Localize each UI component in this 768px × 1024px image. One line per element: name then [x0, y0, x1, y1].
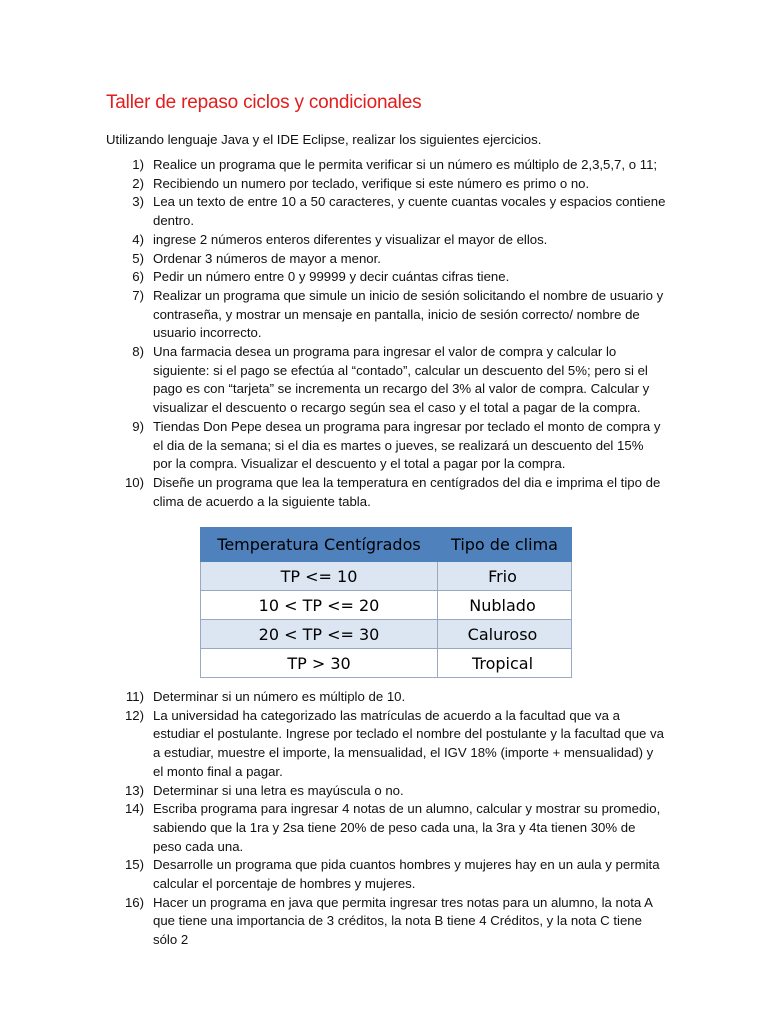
exercise-text: Realizar un programa que simule un inicio de sesión solicitando el nombre de usuario y contraseña, y mostrar un mensaje en pantalla, inicio de sesión correcto/ nombre de usuario incorrecto. — [153, 287, 664, 341]
exercise-number: 4) — [132, 231, 144, 247]
table-cell: 20 < TP <= 30 — [201, 620, 438, 649]
exercise-text: Diseñe un programa que lea la temperatura en centígrados del dia e imprima el tipo de clima de acuerdo a la siguiente tabla. — [153, 474, 661, 509]
exercise-item — [106, 268, 666, 287]
table-header-cell: Tipo de clima — [438, 528, 572, 562]
exercise-number: 1) — [132, 157, 144, 172]
exercise-number: 13) — [124, 782, 144, 798]
exercise-item — [106, 343, 666, 418]
exercise-item — [106, 782, 666, 801]
exercise-item — [106, 175, 666, 194]
table-cell: 10 < TP <= 20 — [201, 591, 438, 620]
exercise-item — [106, 894, 666, 950]
exercise-number: 11) — [125, 689, 144, 704]
exercise-item — [106, 856, 666, 893]
table-cell: TP <= 10 — [201, 562, 438, 591]
exercise-item — [106, 474, 666, 511]
exercise-item — [106, 193, 666, 230]
exercise-text: Lea un texto de entre 10 a 50 caracteres, y cuente cuantas vocales y espacios contiene dentro. — [153, 194, 666, 229]
exercise-text: Tiendas Don Pepe desea un programa para ingresar por teclado el monto de compra y el dia de la semana; si el dia es martes o jueves, se realizará un descuento del 15% por la compra. Visualizar el descuento y el total a pagar por la compra. — [153, 418, 661, 472]
table-row — [201, 620, 572, 649]
exercise-item — [106, 800, 666, 856]
exercise-text: Determinar si una letra es mayúscula o no. — [153, 782, 404, 798]
exercise-number: 15) — [124, 857, 144, 873]
exercise-number: 3) — [132, 194, 144, 210]
exercise-item — [106, 688, 666, 707]
exercise-number: 16) — [124, 894, 144, 910]
table-row — [201, 562, 572, 591]
exercise-number: 8) — [132, 344, 144, 360]
exercise-text: Ordenar 3 números de mayor a menor. — [153, 250, 381, 266]
exercise-text: Recibiendo un numero por teclado, verifique si este número es primo o no. — [153, 175, 590, 191]
exercise-number: 9) — [132, 418, 144, 434]
table-cell: Caluroso — [438, 620, 572, 649]
exercise-item — [106, 156, 666, 175]
exercise-number: 7) — [132, 287, 144, 303]
exercise-text: La universidad ha categorizado las matrículas de acuerdo a la facultad que va a estudiar el postulante. Ingrese por teclado el nombre del postulante y la facultad que va a estudiar, muestre el importe, la mensualidad, el IGV 18% (importe + mensualidad) y el monto final a pagar. — [153, 707, 664, 779]
exercise-text: Realice un programa que le permita verificar si un número es múltiplo de 2,3,5,7, o 11; — [153, 157, 658, 172]
table-cell: Tropical — [438, 649, 572, 678]
exercise-number: 12) — [124, 707, 144, 723]
exercise-item — [106, 418, 666, 474]
exercise-number: 5) — [132, 250, 144, 266]
climate-table — [200, 527, 572, 678]
exercise-number: 6) — [132, 269, 144, 285]
exercise-list-part2 — [106, 688, 666, 950]
exercise-number: 14) — [124, 801, 144, 817]
table-row — [201, 649, 572, 678]
table-header-row — [201, 528, 572, 562]
exercise-item — [106, 231, 666, 250]
exercise-text: Determinar si un número es múltiplo de 10. — [153, 689, 406, 704]
exercise-text: Desarrolle un programa que pida cuantos hombres y mujeres hay en un aula y permita calcular el porcentaje de hombres y mujeres. — [153, 857, 660, 892]
exercise-item — [106, 287, 666, 343]
exercise-text: Escriba programa para ingresar 4 notas de un alumno, calcular y mostrar su promedio, sabiendo que la 1ra y 2sa tiene 20% de peso cada una, la 3ra y 4ta tienen 30% de peso cada una. — [153, 801, 661, 854]
intro-text: Utilizando lenguaje Java y el IDE Eclipse, realizar los siguientes ejercicios. — [106, 132, 542, 147]
exercise-text: Una farmacia desea un programa para ingresar el valor de compra y calcular lo siguiente: si el pago se efectúa al “contado”, calcular un descuento del 5%; pero si el pago es con “tarjeta” se incrementa un recargo del 3% al valor de compra. Calcular y visualizar el descuento o recargo según sea el caso y el total a pagar de la compra. — [153, 344, 650, 416]
exercise-number: 2) — [132, 175, 144, 191]
table-row — [201, 591, 572, 620]
exercise-list-part1 — [106, 156, 666, 511]
exercise-number: 10) — [124, 474, 144, 490]
exercise-text: ingrese 2 números enteros diferentes y visualizar el mayor de ellos. — [153, 231, 548, 247]
exercise-item — [106, 250, 666, 269]
table-cell: Frio — [438, 562, 572, 591]
exercise-text: Pedir un número entre 0 y 99999 y decir cuántas cifras tiene. — [153, 269, 510, 285]
table-cell: Nublado — [438, 591, 572, 620]
exercise-item — [106, 707, 666, 782]
table-cell: TP > 30 — [201, 649, 438, 678]
table-header-cell: Temperatura Centígrados — [201, 528, 438, 562]
document-title: Taller de repaso ciclos y condicionales — [106, 92, 422, 113]
exercise-text: Hacer un programa en java que permita ingresar tres notas para un alumno, la nota A que tiene una importancia de 3 créditos, la nota B tiene 4 Créditos, y la nota C tiene sólo 2 — [153, 894, 653, 948]
